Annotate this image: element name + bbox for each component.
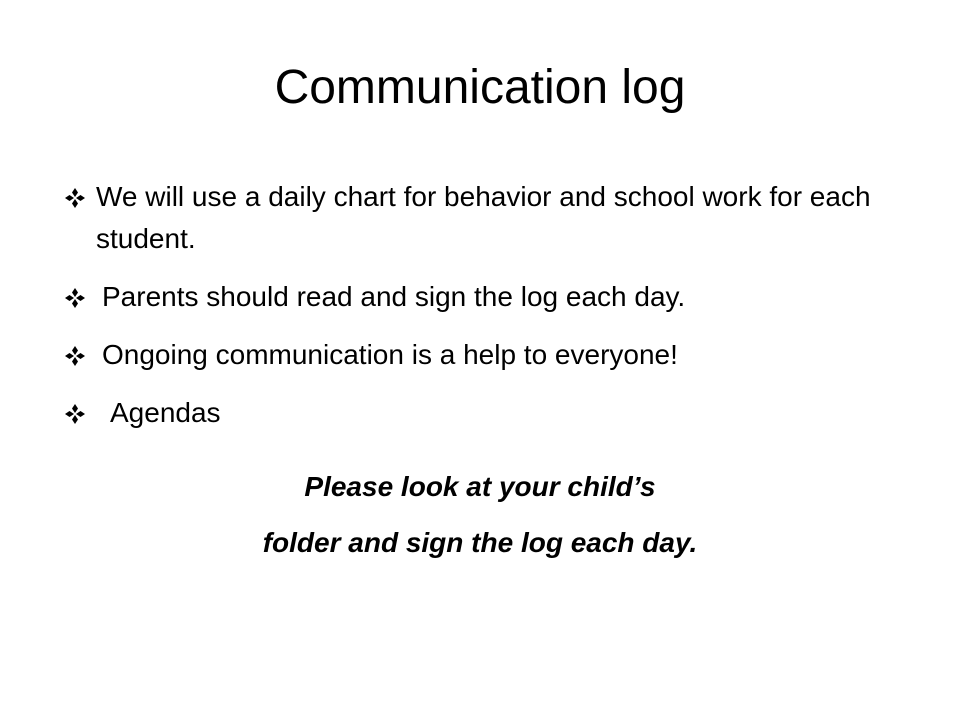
bullet-text: Parents should read and sign the log each day. [102, 281, 686, 312]
list-item [64, 276, 884, 318]
slide-title: Communication log [274, 61, 686, 114]
diamond-bullet-icon [64, 187, 86, 209]
list-item [64, 334, 884, 376]
bullet-text: Agendas [110, 397, 221, 428]
diamond-bullet-icon [64, 287, 86, 309]
note-line: folder and sign the log each day. [262, 527, 698, 558]
bullet-text: Ongoing communication is a help to everyone! [102, 339, 678, 370]
list-item [64, 176, 884, 260]
list-item [64, 392, 884, 434]
diamond-bullet-icon [64, 345, 86, 367]
bullet-list [64, 176, 884, 450]
bullet-text: We will use a daily chart for behavior and school work for each student. [96, 181, 871, 254]
note-line: Please look at your child’s [304, 471, 656, 502]
note [0, 459, 960, 571]
diamond-bullet-icon [64, 403, 86, 425]
